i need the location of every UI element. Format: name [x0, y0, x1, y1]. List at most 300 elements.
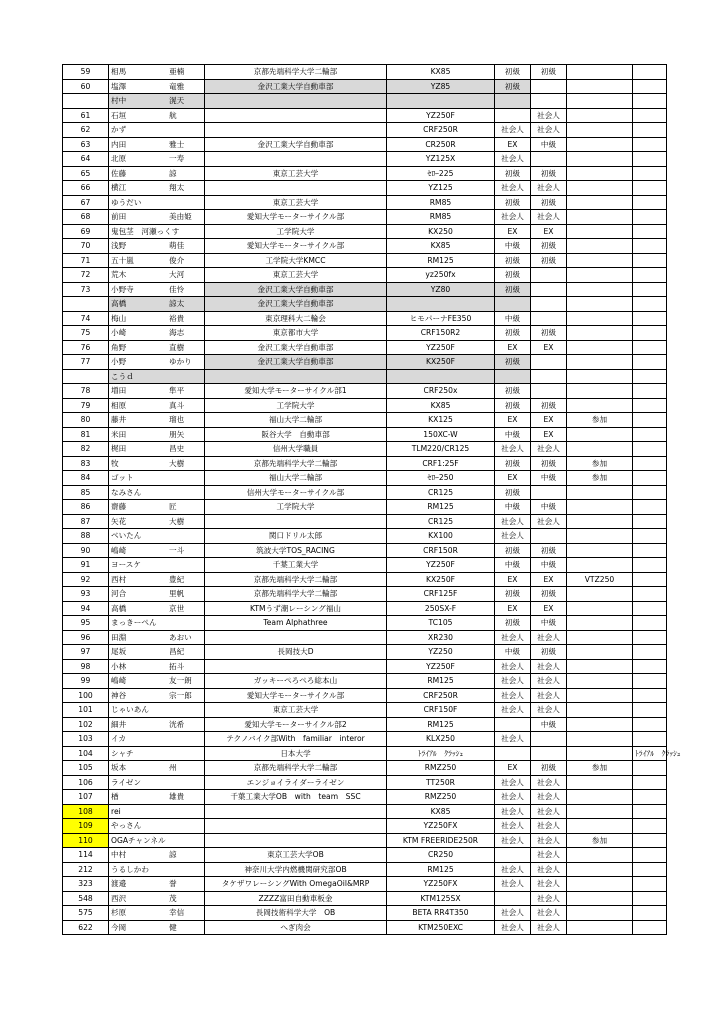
table-row	[63, 123, 667, 138]
num-cell: 69	[63, 224, 109, 239]
name-cell	[109, 123, 205, 138]
num-cell: 92	[63, 572, 109, 587]
table-row	[63, 384, 667, 399]
note-cell	[567, 587, 633, 602]
surname: やっさん	[111, 821, 142, 830]
note-cell	[567, 529, 633, 544]
bike-cell: RMZ250	[387, 761, 495, 776]
team-cell	[205, 514, 387, 529]
bike-cell: RM125	[387, 862, 495, 877]
c1-cell: 初級	[495, 282, 531, 297]
c2-cell: 社会人	[531, 108, 567, 123]
name-cell	[109, 413, 205, 428]
c1-cell: 社会人	[495, 630, 531, 645]
note2-cell	[633, 732, 667, 747]
surname: うるしかわ	[111, 864, 149, 874]
bike-cell: CR125	[387, 514, 495, 529]
num-cell	[63, 94, 109, 109]
surname: こうｄ	[111, 371, 134, 381]
c2-cell: 初級	[531, 253, 567, 268]
team-cell: 福山大学二輪部	[205, 471, 387, 486]
num-cell	[63, 369, 109, 384]
team-cell	[205, 833, 387, 848]
note2-cell	[633, 543, 667, 558]
bike-cell: TC105	[387, 616, 495, 631]
num-cell: 97	[63, 645, 109, 660]
given-name: 拓斗	[169, 661, 185, 671]
given-name: 航	[169, 110, 177, 120]
note-cell	[567, 877, 633, 892]
team-cell: ZZZZ富田自動車板金	[205, 891, 387, 906]
surname: 杉原	[111, 908, 127, 917]
team-cell: 金沢工業大学自動車部	[205, 137, 387, 152]
table-row	[63, 645, 667, 660]
given-name: 豊紀	[169, 574, 185, 584]
note2-cell	[633, 297, 667, 312]
bike-cell: YZ250F	[387, 558, 495, 573]
c1-cell: 社会人	[495, 833, 531, 848]
bike-cell: CRF125F	[387, 587, 495, 602]
surname: 北原	[111, 154, 127, 163]
name-cell	[109, 369, 205, 384]
c1-cell: 社会人	[495, 920, 531, 935]
table-row	[63, 500, 667, 515]
team-cell	[205, 369, 387, 384]
c2-cell: 中級	[531, 717, 567, 732]
surname: 矢花	[111, 516, 127, 526]
c2-cell: 社会人	[531, 210, 567, 225]
num-cell: 77	[63, 355, 109, 370]
note2-cell	[633, 500, 667, 515]
c2-cell: 初級	[531, 166, 567, 181]
num-cell: 101	[63, 703, 109, 718]
c2-cell: 社会人	[531, 891, 567, 906]
bike-cell: YZ250	[387, 645, 495, 660]
surname: 牧	[111, 458, 119, 468]
note2-cell	[633, 384, 667, 399]
c1-cell: 社会人	[495, 703, 531, 718]
team-cell: 工学院大学KMCC	[205, 253, 387, 268]
note-cell: 参加	[567, 761, 633, 776]
given-name: 大樹	[169, 458, 185, 468]
bike-cell: CR125	[387, 485, 495, 500]
given-name: 茂	[169, 893, 177, 903]
c2-cell: EX	[531, 572, 567, 587]
surname: 高橋	[111, 299, 127, 308]
table-row	[63, 906, 667, 921]
bike-cell: CRF150R	[387, 543, 495, 558]
note2-cell	[633, 210, 667, 225]
given-name: 海志	[169, 328, 185, 337]
c2-cell: 社会人	[531, 790, 567, 805]
surname: 嶋崎	[111, 676, 127, 685]
note2-cell	[633, 471, 667, 486]
table-row	[63, 413, 667, 428]
bike-cell: CRF250x	[387, 384, 495, 399]
surname: まっきーぺん	[111, 618, 157, 627]
note2-cell	[633, 920, 667, 935]
note-cell: VTZ250	[567, 572, 633, 587]
num-cell: 64	[63, 152, 109, 167]
team-cell: 金沢工業大学自動車部	[205, 297, 387, 312]
c1-cell: 社会人	[495, 674, 531, 689]
table-row	[63, 297, 667, 312]
note2-cell	[633, 804, 667, 819]
surname: 荒木	[111, 270, 127, 279]
table-row	[63, 181, 667, 196]
note2-cell	[633, 891, 667, 906]
surname: 前田	[111, 212, 127, 221]
name-cell	[109, 877, 205, 892]
c2-cell: 中級	[531, 471, 567, 486]
name-cell	[109, 891, 205, 906]
surname: 浅野	[111, 241, 127, 250]
note-cell	[567, 210, 633, 225]
given-name: 俊介	[169, 255, 185, 265]
team-cell: 阪谷大学 自動車部	[205, 427, 387, 442]
c1-cell: 中級	[495, 311, 531, 326]
c2-cell: 初級	[531, 398, 567, 413]
bike-cell: CRF250R	[387, 123, 495, 138]
c1-cell: 社会人	[495, 732, 531, 747]
c2-cell: 社会人	[531, 833, 567, 848]
team-cell: へぎ肉会	[205, 920, 387, 935]
table-row	[63, 108, 667, 123]
c1-cell: 初級	[495, 355, 531, 370]
note2-cell	[633, 123, 667, 138]
name-cell	[109, 224, 205, 239]
surname: 五十嵐	[111, 255, 134, 265]
team-cell	[205, 181, 387, 196]
c1-cell: 初級	[495, 384, 531, 399]
note-cell	[567, 500, 633, 515]
note-cell	[567, 485, 633, 500]
name-cell	[109, 616, 205, 631]
table-row	[63, 79, 667, 94]
c2-cell	[531, 282, 567, 297]
name-cell	[109, 311, 205, 326]
c2-cell: 社会人	[531, 877, 567, 892]
c2-cell: 社会人	[531, 906, 567, 921]
note-cell	[567, 384, 633, 399]
c2-cell: 初級	[531, 456, 567, 471]
c1-cell: 社会人	[495, 514, 531, 529]
name-cell	[109, 848, 205, 863]
note-cell	[567, 137, 633, 152]
name-cell	[109, 384, 205, 399]
table-row	[63, 210, 667, 225]
surname: ゆうだい	[111, 197, 142, 207]
note2-cell	[633, 906, 667, 921]
table-row	[63, 195, 667, 210]
surname: ヨースケ	[111, 560, 141, 569]
note-cell	[567, 906, 633, 921]
team-cell: 工学院大学	[205, 500, 387, 515]
surname: 横江	[111, 183, 127, 192]
name-cell	[109, 543, 205, 558]
num-cell: 74	[63, 311, 109, 326]
num-cell: 80	[63, 413, 109, 428]
c2-cell: EX	[531, 601, 567, 616]
team-cell	[205, 94, 387, 109]
team-cell: ガッキーぺろぺろ総本山	[205, 674, 387, 689]
bike-cell: YZ250FX	[387, 819, 495, 834]
table-row	[63, 891, 667, 906]
num-cell: 94	[63, 601, 109, 616]
num-cell: 548	[63, 891, 109, 906]
bike-cell	[387, 369, 495, 384]
note-cell: 参加	[567, 833, 633, 848]
note2-cell	[633, 616, 667, 631]
given-name: 朋矢	[169, 429, 185, 439]
bike-cell: RM85	[387, 195, 495, 210]
note2-cell	[633, 790, 667, 805]
surname: 小野寺	[111, 284, 134, 294]
note-cell	[567, 674, 633, 689]
given-name: 竜雅	[169, 81, 185, 91]
given-name: 雅士	[169, 139, 185, 149]
bike-cell: KTM250EXC	[387, 920, 495, 935]
note-cell	[567, 920, 633, 935]
table-row	[63, 659, 667, 674]
note2-cell	[633, 703, 667, 718]
team-cell: 工学院大学	[205, 398, 387, 413]
note-cell	[567, 123, 633, 138]
bike-cell: ｾﾛｰ225	[387, 166, 495, 181]
given-name: 匠	[169, 502, 177, 511]
surname: 梶田	[111, 444, 127, 453]
bike-cell: YZ250F	[387, 340, 495, 355]
c1-cell: 社会人	[495, 906, 531, 921]
note2-cell	[633, 645, 667, 660]
note2-cell	[633, 674, 667, 689]
name-cell	[109, 195, 205, 210]
c2-cell: 社会人	[531, 181, 567, 196]
note2-cell	[633, 398, 667, 413]
surname: 佐藤	[111, 168, 127, 178]
c1-cell: 初級	[495, 326, 531, 341]
name-cell	[109, 166, 205, 181]
surname: ライゼン	[111, 777, 141, 787]
name-cell	[109, 630, 205, 645]
num-cell: 110	[63, 833, 109, 848]
num-cell: 104	[63, 746, 109, 761]
num-cell: 81	[63, 427, 109, 442]
surname: 西村	[111, 574, 127, 584]
surname: 河合	[111, 589, 127, 598]
note-cell	[567, 355, 633, 370]
given-name: 友一朗	[169, 676, 192, 685]
note2-cell	[633, 877, 667, 892]
note-cell	[567, 282, 633, 297]
team-cell: 金沢工業大学自動車部	[205, 79, 387, 94]
team-cell: タケザワレーシングWith OmegaOil&MRP	[205, 877, 387, 892]
note2-cell	[633, 355, 667, 370]
num-cell: 72	[63, 268, 109, 283]
note-cell	[567, 65, 633, 80]
team-cell: 東京工芸大学	[205, 703, 387, 718]
name-cell	[109, 775, 205, 790]
note2-cell	[633, 65, 667, 80]
table-row	[63, 804, 667, 819]
c1-cell: 社会人	[495, 181, 531, 196]
note2-cell	[633, 166, 667, 181]
team-cell: 神奈川大学内燃機関研究部OB	[205, 862, 387, 877]
team-cell: 工学院大学	[205, 224, 387, 239]
bike-cell: KTM FREERIDE250R	[387, 833, 495, 848]
note2-cell	[633, 529, 667, 544]
table-row	[63, 790, 667, 805]
c1-cell: EX	[495, 224, 531, 239]
note2-cell	[633, 253, 667, 268]
team-cell: 京都先端科学大学二輪部	[205, 65, 387, 80]
name-cell	[109, 645, 205, 660]
team-cell: 東京工芸大学	[205, 166, 387, 181]
num-cell: 82	[63, 442, 109, 457]
note2-cell	[633, 587, 667, 602]
note-cell	[567, 775, 633, 790]
note2-cell: ﾄﾗｲｱﾙ ｸﾗｯｼｭ	[633, 746, 667, 761]
num-cell: 85	[63, 485, 109, 500]
name-cell	[109, 268, 205, 283]
num-cell: 84	[63, 471, 109, 486]
table-row	[63, 253, 667, 268]
team-cell: 日本大学	[205, 746, 387, 761]
surname: 西沢	[111, 893, 127, 903]
team-cell: 東京都市大学	[205, 326, 387, 341]
bike-cell: KX85	[387, 804, 495, 819]
name-cell	[109, 427, 205, 442]
surname: 米田	[111, 429, 127, 439]
note2-cell	[633, 862, 667, 877]
c1-cell: 初級	[495, 268, 531, 283]
num-cell: 622	[63, 920, 109, 935]
num-cell: 73	[63, 282, 109, 297]
c2-cell	[531, 152, 567, 167]
table-row	[63, 471, 667, 486]
note2-cell	[633, 514, 667, 529]
team-cell: 筑波大学TOS_RACING	[205, 543, 387, 558]
given-name: 滉天	[169, 96, 185, 105]
c2-cell: EX	[531, 340, 567, 355]
surname: 中村	[111, 850, 127, 859]
name-cell	[109, 355, 205, 370]
table-row	[63, 369, 667, 384]
entry-list-table	[62, 64, 681, 935]
num-cell: 62	[63, 123, 109, 138]
num-cell: 99	[63, 674, 109, 689]
bike-cell: YZ125X	[387, 152, 495, 167]
c1-cell: EX	[495, 137, 531, 152]
given-name: 美由姫	[169, 212, 192, 221]
note-cell: 参加	[567, 471, 633, 486]
table-row	[63, 137, 667, 152]
name-cell	[109, 94, 205, 109]
surname: 村中	[111, 96, 127, 105]
num-cell: 95	[63, 616, 109, 631]
c1-cell: 初級	[495, 485, 531, 500]
note-cell	[567, 239, 633, 254]
surname: 鬼包茎 河瀬っくす	[111, 226, 180, 236]
name-cell	[109, 210, 205, 225]
given-name: 一斗	[169, 545, 185, 555]
given-name: 真斗	[169, 400, 185, 410]
bike-cell: CRF150R2	[387, 326, 495, 341]
c2-cell	[531, 746, 567, 761]
note2-cell	[633, 152, 667, 167]
note2-cell	[633, 427, 667, 442]
surname: 尾坂	[111, 647, 127, 656]
bike-cell: YZ80	[387, 282, 495, 297]
table-row	[63, 848, 667, 863]
team-cell: 福山大学二輪部	[205, 413, 387, 428]
bike-cell: ヒモパーナFE350	[387, 311, 495, 326]
table-row	[63, 456, 667, 471]
bike-cell: KX125	[387, 413, 495, 428]
note2-cell	[633, 413, 667, 428]
c1-cell	[495, 369, 531, 384]
table-row	[63, 311, 667, 326]
name-cell	[109, 500, 205, 515]
team-cell: 愛知大学モーターサイクル部	[205, 239, 387, 254]
c1-cell: 社会人	[495, 529, 531, 544]
surname: 塩澤	[111, 81, 127, 91]
surname: 高橋	[111, 603, 127, 613]
name-cell	[109, 906, 205, 921]
surname: 増田	[111, 386, 127, 395]
note-cell	[567, 688, 633, 703]
name-cell	[109, 833, 205, 848]
given-name: 直樹	[169, 342, 185, 352]
c1-cell: 初級	[495, 616, 531, 631]
c2-cell: 社会人	[531, 804, 567, 819]
c1-cell	[495, 94, 531, 109]
table-row	[63, 282, 667, 297]
c2-cell	[531, 529, 567, 544]
num-cell: 78	[63, 384, 109, 399]
given-name: 諒	[169, 168, 177, 178]
num-cell	[63, 297, 109, 312]
note2-cell	[633, 659, 667, 674]
note-cell	[567, 108, 633, 123]
team-cell: テクノバイク部With familiar interor	[205, 732, 387, 747]
surname: 楢	[111, 792, 119, 801]
team-cell: 東京工芸大学	[205, 268, 387, 283]
surname: 坂本	[111, 763, 127, 772]
c2-cell	[531, 369, 567, 384]
given-name: 大樹	[169, 516, 185, 526]
table-row	[63, 877, 667, 892]
name-cell	[109, 65, 205, 80]
name-cell	[109, 152, 205, 167]
c2-cell: 初級	[531, 761, 567, 776]
num-cell: 90	[63, 543, 109, 558]
note2-cell	[633, 282, 667, 297]
c2-cell: 社会人	[531, 920, 567, 935]
surname: 嶋崎	[111, 545, 127, 555]
note-cell	[567, 703, 633, 718]
c1-cell: EX	[495, 413, 531, 428]
num-cell: 68	[63, 210, 109, 225]
c2-cell: 社会人	[531, 514, 567, 529]
note2-cell	[633, 239, 667, 254]
note-cell	[567, 862, 633, 877]
c1-cell: 社会人	[495, 152, 531, 167]
given-name: 一寿	[169, 154, 185, 163]
c1-cell: 社会人	[495, 862, 531, 877]
c1-cell: 初級	[495, 253, 531, 268]
given-name: ゆかり	[169, 357, 192, 366]
